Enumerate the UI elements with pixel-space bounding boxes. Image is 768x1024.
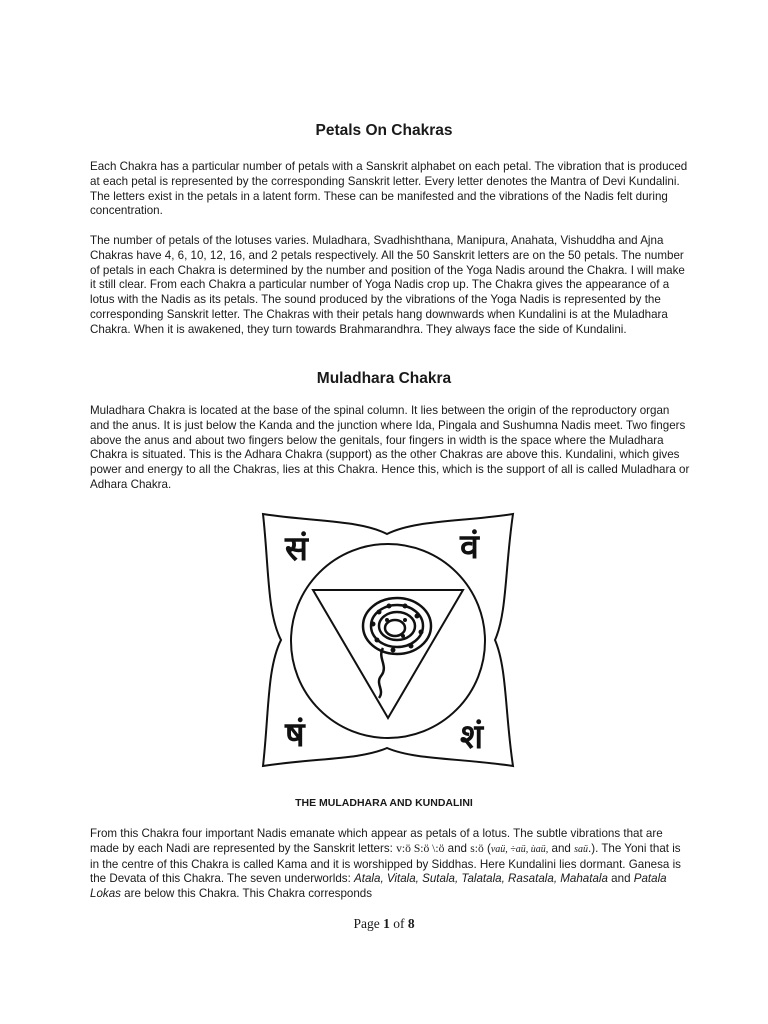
paragraph-petal-counts: The number of petals of the lotuses varies. Muladhara, Svadhishthana, Manipura, Anahata, Vishuddha and Ajna Chakras have 4, 6, 10, 12, 16, and 2 petals respectively. All the 50 Sanskrit letters are on the 50 petals. The number of petals in each Chakra is determined by the number and position of the Yoga Nadis around the Chakra. I will make it still clear. From each Chakra a particular number of Yoga Nadis crop up. The Chakra gives the appearance of a lotus with the Nadis as its petals. The sound produced by the vibrations of the Yoga Nadis is represented by the corresponding Sanskrit letter. The Chakras with their petals hang downwards when Kundalini is at the Muladhara Chakra. When it is awakened, they turn towards Brahmarandhra. They always face the side of Kundalini. bbox=[90, 234, 685, 336]
transliteration: saü bbox=[574, 843, 588, 855]
chakra-diagram bbox=[255, 508, 520, 773]
heading-muladhara-chakra: Muladhara Chakra bbox=[316, 370, 452, 387]
sanskrit-letter: s:ö bbox=[470, 841, 484, 855]
text-span: and bbox=[607, 872, 634, 886]
muladhara-chakra-illustration bbox=[255, 508, 520, 773]
underworld-names: Patala Lokas bbox=[90, 872, 667, 901]
kundalini-serpent-icon bbox=[363, 598, 431, 698]
text-span: ( bbox=[483, 841, 491, 855]
text-span: are below this Chakra. This Chakra corresponds bbox=[120, 887, 373, 901]
current-page-number: 1 bbox=[383, 916, 390, 931]
page-footer bbox=[0, 916, 768, 932]
transliteration: vaü, ÷aü, ùaü, bbox=[490, 843, 549, 855]
petal-letter-bottom-right: शं bbox=[460, 717, 484, 757]
underworld-names: Atala, Vitala, Sutala, Talatala, Rasatala, Mahatala bbox=[354, 872, 608, 886]
sanskrit-letters: v:ö S:ö \:ö bbox=[396, 841, 445, 855]
paragraph-muladhara-nadis bbox=[90, 827, 690, 902]
petal-letter-top-left: सं bbox=[285, 529, 308, 569]
of-word: of bbox=[389, 916, 408, 931]
figure-caption: THE MULADHARA AND KUNDALINI bbox=[295, 797, 473, 809]
petal-letter-bottom-left: षं bbox=[285, 715, 305, 755]
paragraph-petals-intro: Each Chakra has a particular number of petals with a Sanskrit alphabet on each petal. The vibration that is produced at each petal is represented by the corresponding Sanskrit letter. Every letter denotes the Mantra of Devi Kundalini. The letters exist in the petals in a latent form. These can be manifested and the vibrations of the Nadis felt during concentration. bbox=[90, 160, 688, 218]
total-page-count: 8 bbox=[407, 916, 415, 931]
paragraph-muladhara-location: Muladhara Chakra is located at the base of the spinal column. It lies between the origin of the reproductory organ and the anus. It is just below the Kanda and the junction where Ida, Pingala and Sushumna Nadis meet. Two fingers above the anus and about two fingers below the genitals, four fingers in width is the space where the Muladhara Chakra is situated. This is the Adhara Chakra (support) as the other Chakras are above this. Kundalini, which gives power and energy to all the Chakras, lies at this Chakra. Hence this, which is the support of all is called Muladhara or Adhara Chakra. bbox=[90, 404, 690, 491]
text-span: and bbox=[548, 841, 575, 855]
page-word: Page bbox=[353, 916, 384, 931]
text-span: and bbox=[444, 841, 471, 855]
text-span: .). The Yoni that is in the centre of this Chakra is called Kama and it is worshipped by Siddhas. Here Kundalini lies dormant. Ganesa is the Devata of this Chakra. The seven underworlds: bbox=[90, 841, 681, 886]
heading-petals-on-chakras: Petals On Chakras bbox=[315, 122, 453, 139]
chakra-circle bbox=[291, 544, 485, 738]
petal-letter-top-right: वं bbox=[460, 527, 479, 567]
text-span: From this Chakra four important Nadis emanate which appear as petals of a lotus. The subtle vibrations that are made by each Nadi are represented by the Sanskrit letters: bbox=[90, 827, 663, 855]
